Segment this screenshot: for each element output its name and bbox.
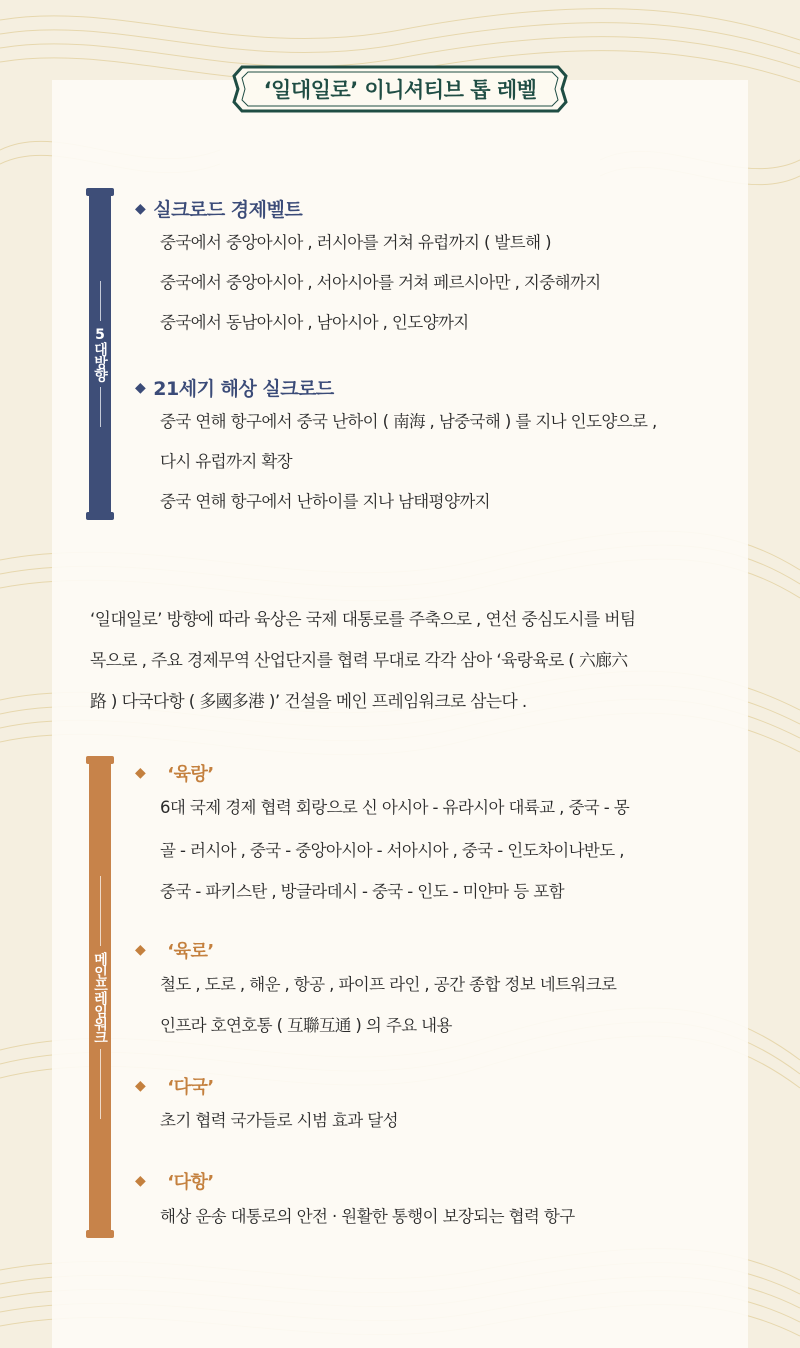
- text-line: 해상 운송 대통로의 안전 · 원활한 통행이 보장되는 협력 항구: [160, 1207, 575, 1226]
- side-label-main-framework: 메인프레임워크: [92, 951, 108, 1043]
- heading-multiple-ports: ◆ ‘다항’: [135, 1172, 214, 1193]
- intro-line: 목으로 , 주요 경제무역 산업단지를 협력 무대로 각각 삼아 ‘육랑육로 ( 六廊六: [90, 650, 628, 670]
- heading-six-corridors: ◆ ‘육랑’: [135, 764, 214, 785]
- diamond-bullet-icon: ◆: [135, 379, 146, 396]
- page-title: ‘일대일로’ 이니셔티브 톱 레벨: [263, 78, 537, 102]
- content-panel: [52, 80, 748, 1348]
- intro-line: ‘일대일로’ 방향에 따라 육상은 국제 대통로를 주축으로 , 연선 중심도시를 버팀: [90, 609, 636, 629]
- diamond-bullet-icon: ◆: [135, 765, 146, 781]
- text-line: 골 - 러시아 , 중국 - 중앙아시아 - 서아시아 , 중국 - 인도차이나반도 ,: [160, 841, 624, 860]
- diamond-bullet-icon: ◆: [135, 942, 146, 958]
- text-line: 중국 - 파키스탄 , 방글라데시 - 중국 - 인도 - 미얀마 등 포함: [160, 882, 564, 901]
- text-line: 인프라 호연호통 ( 互聯互通 ) 의 주요 내용: [160, 1016, 452, 1035]
- diamond-bullet-icon: ◆: [135, 1078, 146, 1094]
- diamond-bullet-icon: ◆: [135, 200, 146, 217]
- heading-six-routes: ◆ ‘육로’: [135, 941, 214, 962]
- side-label-directions: 5대방향: [92, 327, 108, 381]
- text-line: 중국에서 중앙아시아 , 러시아를 거쳐 유럽까지 ( 발트해 ): [160, 233, 551, 252]
- text-line: 중국에서 동남아시아 , 남아시아 , 인도양까지: [160, 313, 469, 332]
- side-label-bar-directions: [89, 190, 111, 518]
- text-line: 철도 , 도로 , 해운 , 항공 , 파이프 라인 , 공간 종합 정보 네트워크로: [160, 975, 617, 994]
- side-label-bar-main-framework: [89, 758, 111, 1236]
- text-line: 중국 연해 항구에서 중국 난하이 ( 南海 , 남중국해 ) 를 지나 인도양으로 ,: [160, 412, 657, 431]
- intro-line: 路 ) 다국다항 ( 多國多港 )’ 건설을 메인 프레임워크로 삼는다 .: [90, 691, 527, 711]
- heading-multiple-countries: ◆ ‘다국’: [135, 1077, 214, 1098]
- heading-maritime-silk-road: ◆ 21세기 해상 실크로드: [135, 378, 334, 400]
- text-line: 초기 협력 국가들로 시범 효과 달성: [160, 1111, 398, 1130]
- text-line: 다시 유럽까지 확장: [160, 452, 293, 471]
- diamond-bullet-icon: ◆: [135, 1173, 146, 1189]
- text-line: 중국 연해 항구에서 난하이를 지나 남태평양까지: [160, 492, 491, 511]
- heading-silk-road-economic-belt: ◆ 실크로드 경제벨트: [135, 199, 303, 221]
- text-line: 6대 국제 경제 협력 회랑으로 신 아시아 - 유라시아 대륙교 , 중국 - 몽: [160, 798, 630, 817]
- text-line: 중국에서 중앙아시아 , 서아시아를 거쳐 페르시아만 , 지중해까지: [160, 273, 601, 292]
- title-banner: [228, 64, 572, 114]
